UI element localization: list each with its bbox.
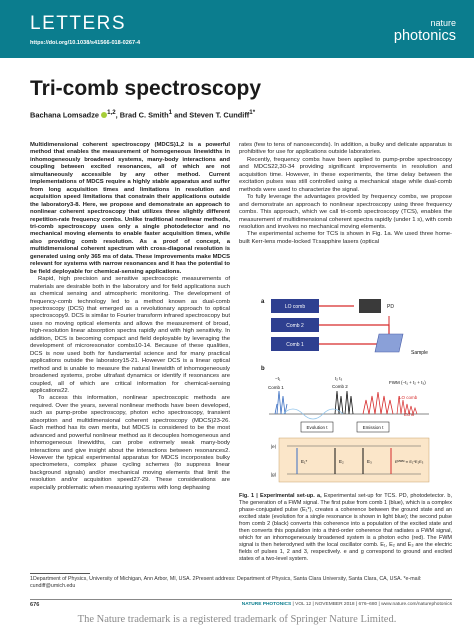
comb1-pulse bbox=[275, 391, 287, 414]
comb1-label: Comb 1 bbox=[286, 342, 304, 348]
journal-logo-line1: nature bbox=[430, 18, 456, 28]
figure-1 bbox=[239, 296, 452, 491]
affiliation-sup: 1,2 bbox=[107, 109, 116, 116]
body-paragraph: The experimental scheme for TCS is shown in Fig. 1a. We used three home-built Kerr-lens mode-locked Ti:sapphire lasers (optical bbox=[239, 231, 452, 245]
affiliation-footnote: 1Department of Physics, University of Michigan, Ann Arbor, MI, USA. 2Present address: Department of Physics, Santa Clara University, Santa Clara, CA, USA. *e-mail: cundiff@umich.edu bbox=[30, 576, 422, 589]
t2-t3-label: t₂ t₃ bbox=[335, 376, 343, 381]
footer-divider bbox=[30, 599, 452, 600]
comb2-pulse-label: Comb 2 bbox=[332, 384, 348, 389]
doi-link[interactable]: https://doi.org/10.1038/s41566-018-0267-4 bbox=[30, 40, 141, 46]
sample-label: Sample bbox=[411, 350, 428, 356]
panel-a-label: a bbox=[261, 299, 265, 305]
emission-label: Emission t bbox=[362, 425, 384, 430]
lo-pulse-label: LO comb bbox=[399, 395, 418, 400]
e3-label: E₃ bbox=[367, 459, 372, 464]
t1-label: −t₁ bbox=[275, 376, 281, 381]
trademark-watermark: The Nature trademark is a registered trademark of Springer Nature Limited. bbox=[0, 610, 474, 629]
author-list bbox=[30, 109, 255, 119]
body-paragraph: Recently, frequency combs have been applied to pump-probe spectroscopy and MDCS22,30-34 providing significant improvements in resolution and acquisition time. However, in these experiments, the time delay between the excitation pulses was still controlled using a mechanical stage while dual-comb methods were used to characterize the signal. bbox=[239, 156, 452, 193]
section-label: LETTERS bbox=[30, 13, 127, 34]
ket-g-label: |g⟩ bbox=[271, 472, 277, 477]
affiliation-sup: 1 bbox=[168, 109, 173, 116]
ket-e-label: |e⟩ bbox=[271, 444, 277, 449]
body-paragraph: Rapid, high precision and sensitive spectroscopic measurements of materials are desirable both in the laboratory and for field applications such as chemical sensing and atmospheric monitoring. The development of frequency-comb technology led to a method known as dual-comb spectroscopy (DCS) that emerged as a revolutionary approach to optical spectroscopy9. DCS is similar to Fourier transform infrared spectroscopy but uses no moving optical elements and allows the measurement of broad, high-resolution linear absorption spectra rapidly and with high sensitivity. In addition, DCS is becoming compact and field deployable by leveraging the development of microresonator combs10-14. Because of these qualities, DCS is now used both for fundamental science and for many practical applications outside the laboratory15-21. However DCS is a linear optical method and is unable to measure the natural linewidth of inhomogeneously broadened systems, probe ultrafast dynamics or identify if resonances are coupled, all of which are critical information for chemical-sensing applications22. bbox=[30, 276, 230, 394]
echo-label: Echo bbox=[404, 412, 415, 417]
photodetector bbox=[359, 299, 381, 313]
pd-label: PD bbox=[387, 304, 394, 310]
comb2-label: Comb 2 bbox=[286, 323, 304, 329]
page-number: 676 bbox=[30, 602, 40, 608]
caption-text: Experimental set-up for TCS. PD, photodetector. b, The generation of a FWM signal. The first pulse from comb 1 (blue), which is a complex phase-conjugated pulse (E₁*), creates a coherence between the ground state and an excited state (evolution for a single resonance is shown in light blue); the second pulse from comb 2 (black) converts this coherence into a population of the excited state and then converts this population into a third-order coherence that radiates a FWM signal, which for an inhomogeneously broadened system is a photon echo (red). The FWM signal is then heterodyned with the local oscillator comb. E₁, E₂ and E₃ are the electric fields of pulses 1, 2 and 3, respectively. e and g correspond to ground and excited states of a two-level system. bbox=[239, 493, 452, 562]
sample bbox=[375, 334, 403, 352]
journal-footer-info[interactable]: | VOL 12 | NOVEMBER 2018 | 676–680 | www.nature.com/naturephotonics bbox=[291, 602, 452, 607]
figure-caption bbox=[239, 493, 452, 563]
e1-label: E₁* bbox=[301, 459, 308, 464]
journal-logo[interactable] bbox=[394, 19, 456, 44]
journal-footer-name: NATURE PHOTONICS bbox=[241, 602, 292, 607]
comb1-pulse-label: Comb 1 bbox=[268, 385, 284, 390]
panel-b-label: b bbox=[261, 366, 265, 372]
lo-comb-label: LO comb bbox=[284, 304, 306, 310]
body-paragraph: rates (few to tens of nanoseconds). In addition, a bulky and delicate apparatus is prohibitive for use for applications outside laboratories. bbox=[239, 142, 452, 156]
e2-label: E₂ bbox=[339, 459, 344, 464]
evolution-label: Evolution t bbox=[306, 425, 328, 430]
article-title: Tri-comb spectroscopy bbox=[30, 77, 262, 100]
author-smith[interactable]: , Brad C. Smith bbox=[115, 110, 169, 120]
affiliation-sup: 1* bbox=[249, 109, 256, 116]
journal-logo-line2: photonics bbox=[393, 28, 456, 44]
caption-label: Fig. 1 | Experimental set-up. a, bbox=[239, 493, 322, 499]
author-lomsadze[interactable]: Bachana Lomsadze bbox=[30, 110, 100, 120]
body-paragraph: To access this information, nonlinear spectroscopic methods are required. Over the years, several nonlinear methods have been developed, such as pump-probe spectroscopy, photon echo spectroscopy, transient absorption and multidimensional coherent spectroscopy (MDCS)23-26. Each method has its own merits, but MDCS is considered to be the most advanced and powerful nonlinear method as it decouples homogeneous and inhomogeneous linewidths, can probe extremely weak many-body interactions and give insight about the interactions between resonances2. However the typical experimental apparatus for MDCS incorporates bulky spectrometers, complex phase cycling schemes (to suppress linear background signals) and/or mechanical moving elements that limit the resolution and/or acquisition speed27-29. These considerations are especially problematic when measuring systems with long dephasing bbox=[30, 395, 230, 491]
echo-signal bbox=[363, 392, 393, 414]
journal-header bbox=[0, 0, 474, 58]
left-column bbox=[30, 142, 230, 492]
footnote-divider bbox=[30, 573, 90, 574]
author-cundiff[interactable]: and Steven T. Cundiff bbox=[172, 110, 250, 120]
fwm-label: FWM (−t₁ + t₂ + t₃) bbox=[389, 380, 426, 385]
journal-footer bbox=[242, 602, 452, 607]
right-column bbox=[239, 142, 452, 246]
body-paragraph: To fully leverage the advantages provided by frequency combs, we propose and demonstrate an approach to nonlinear spectroscopy using three frequency combs. This approach, which we call tri-comb spectroscopy (TCS), enables the measurement of multidimensional coherent spectra rapidly (under 1 s), with comb resolution and involves no mechanical moving elements. bbox=[239, 194, 452, 230]
efwm-label: Eᴹᵂᴹ ∝ E₁*E₂E₃ bbox=[395, 459, 424, 464]
abstract: Multidimensional coherent spectroscopy (MDCS)1,2 is a powerful method that enables the measurement of homogeneous linewidths in inhomogeneously broadened systems, many-body interactions and coupling between excited resonances, all of which are not simultaneously accessible by any other method. Current implementations of MDCS require a highly stable apparatus and suffer from long acquisition times and limitations in resolution and acquisition speed limitations that constrain their applications outside the laboratory3-8. Here, we propose and demonstrate an approach to nonlinear coherent spectroscopy that utilizes three slightly different repetition-rate frequency combs. Unlike traditional nonlinear methods, tri-comb spectroscopy uses only a single photodetector and no mechanical moving elements to enable faster acquisition times, while also providing comb resolution. As a proof of concept, a multidimensional coherent spectrum with cross-diagonal resolution is generated using only 365 ms of data. These improvements make MDCS relevant for systems with narrow resonances and it has the potential to be field deployable for chemical-sensing applications. bbox=[30, 142, 230, 275]
